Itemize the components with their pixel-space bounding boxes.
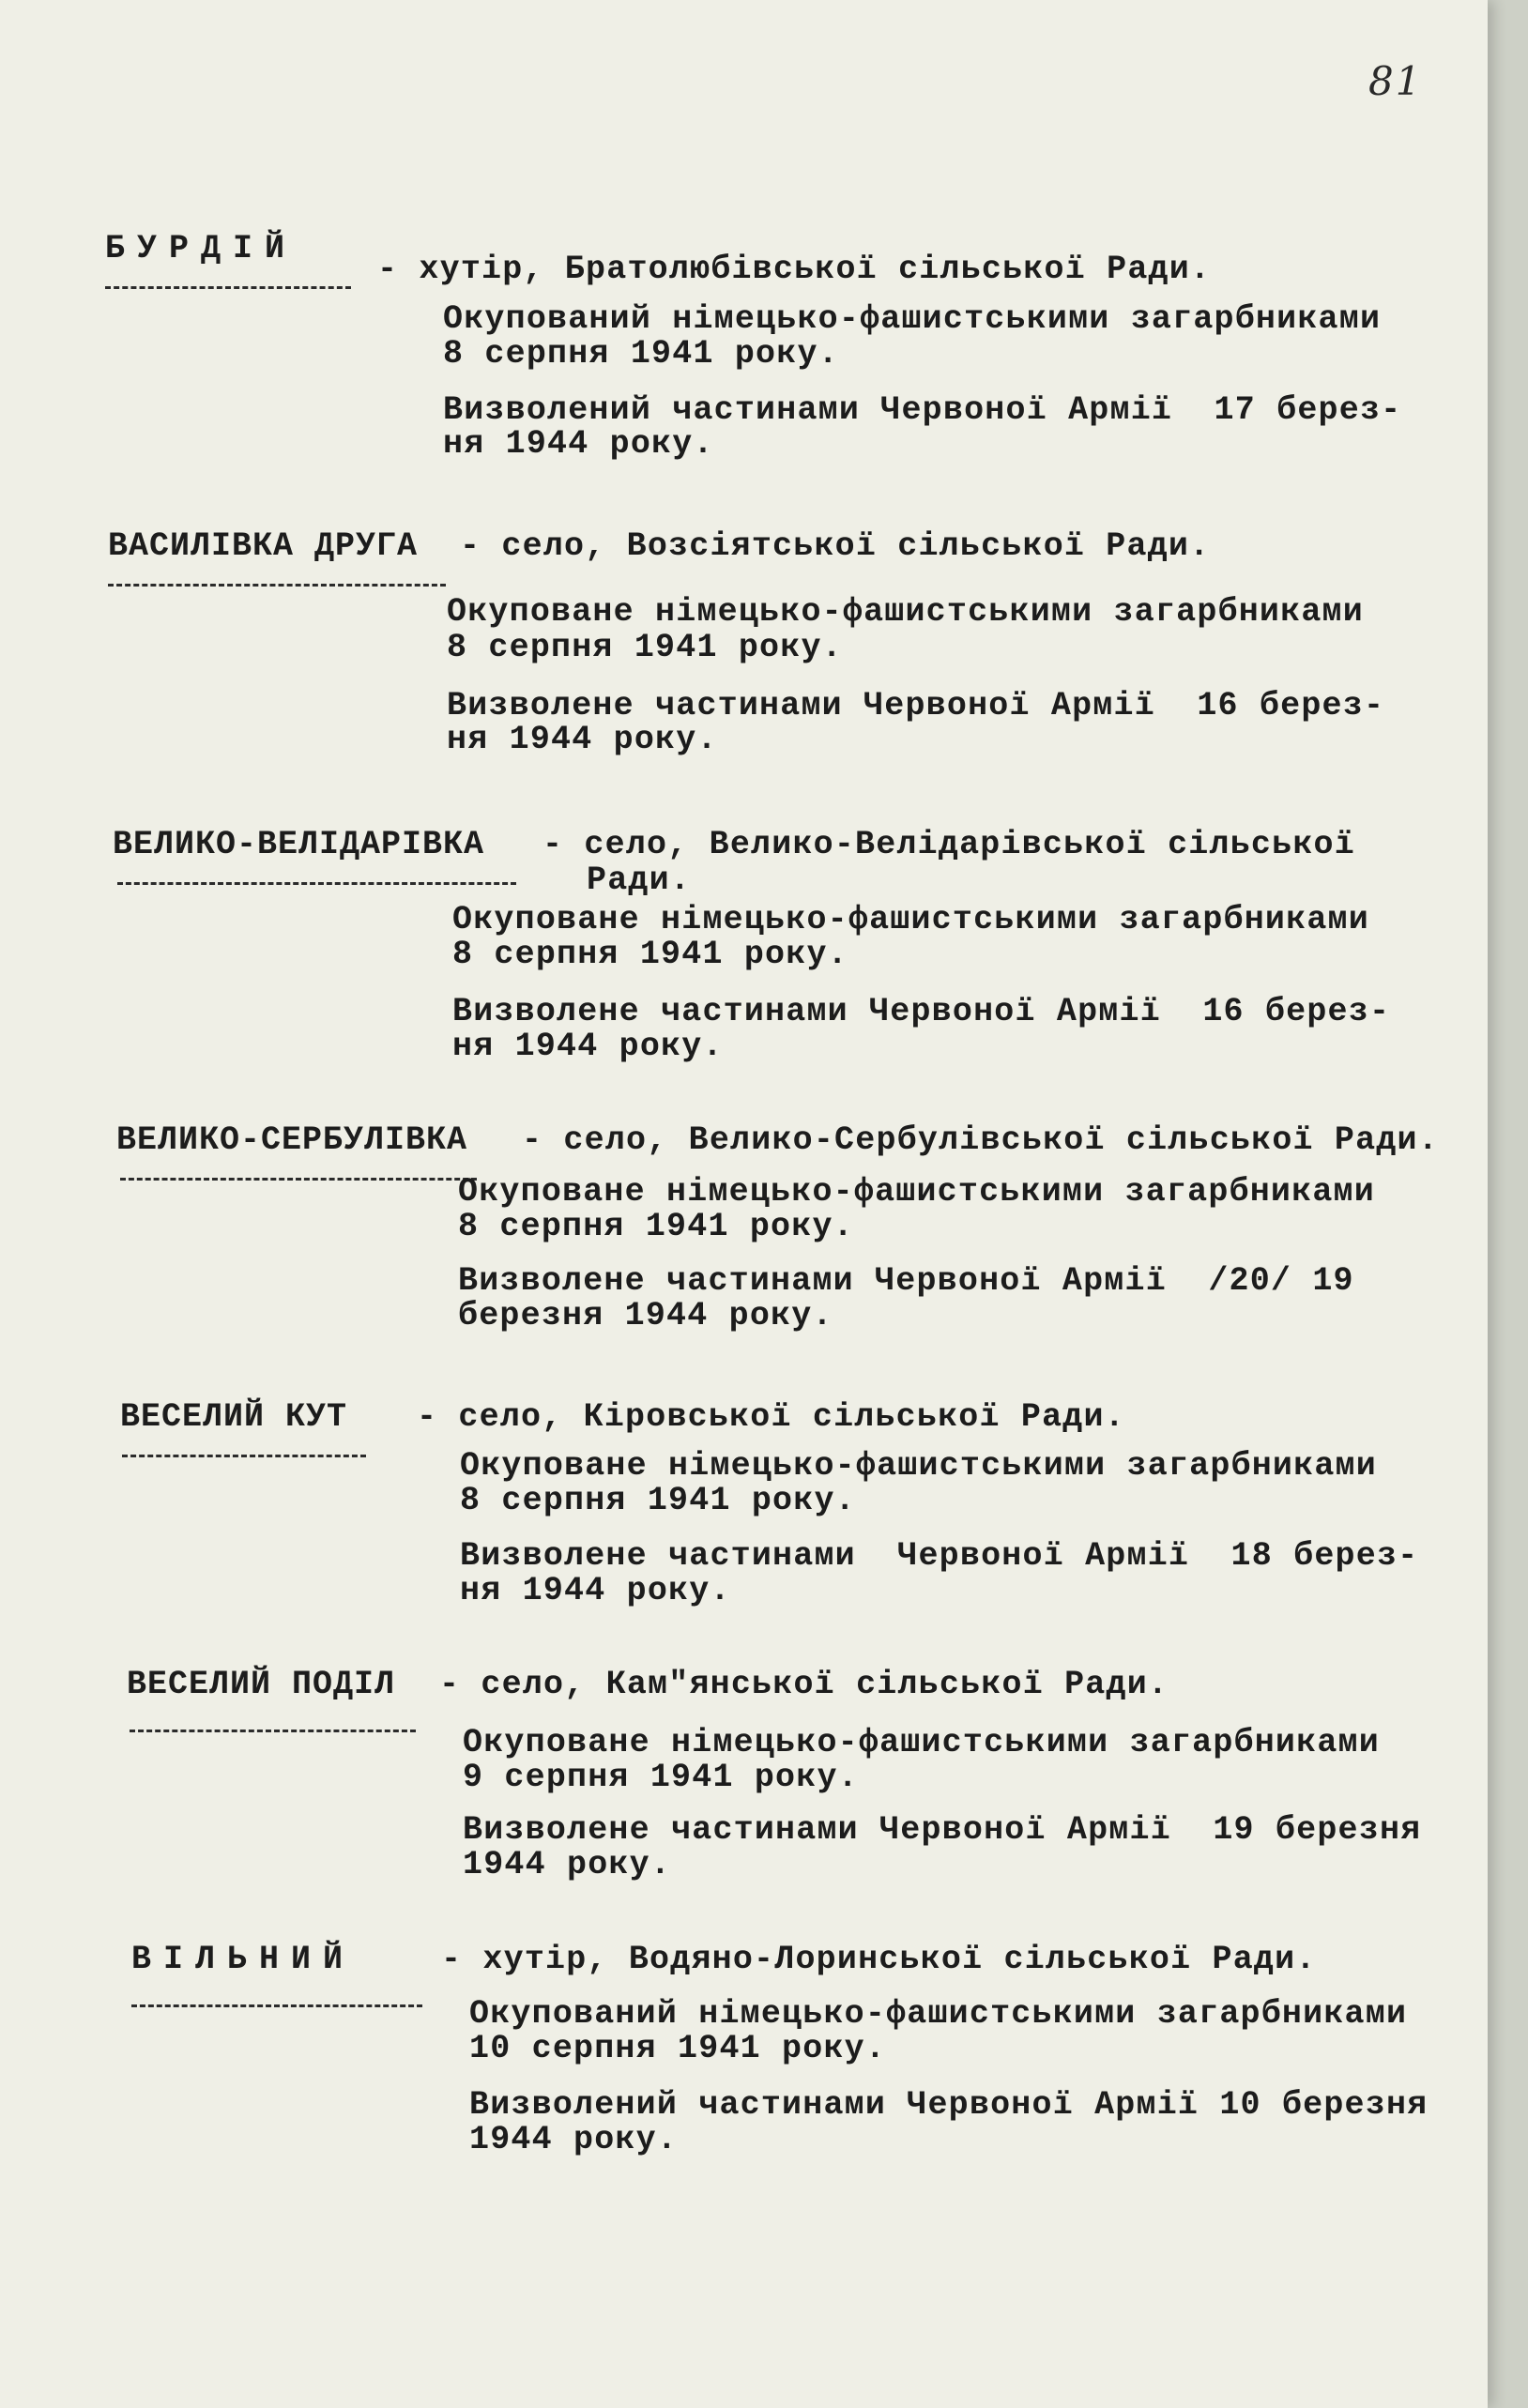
term-underline [130,1730,416,1732]
occupied-line-1: Окуповане німецько-фашистськими загарбниками [463,1724,1380,1761]
occupied-line-1: Окупований німецько-фашистськими загарбниками [469,1995,1408,2033]
occupied-line-1: Окуповане німецько-фашистськими загарбниками [452,901,1369,938]
liberated-line-1: Визволене частинами Червоної Армії 19 березня [463,1811,1422,1849]
liberated-line-1: Визволене частинами Червоної Армії 16 берез- [452,993,1391,1030]
liberated-line-2: 1944 року. [469,2121,679,2158]
entry-head: - село, Кіровської сільської Ради. [417,1398,1125,1436]
liberated-line-2: березня 1944 року. [458,1297,833,1334]
occupied-line-2: 8 серпня 1941 року. [452,936,848,973]
liberated-line-1: Визволене частинами Червоної Армії /20/ 19 [458,1262,1354,1300]
entry-head-continuation: Ради. [587,861,692,899]
entry-term: ВАСИЛІВКА ДРУГА [108,527,419,565]
entry-term: ВЕЛИКО-ВЕЛІДАРІВКА [113,826,485,863]
entry-head: - хутір, Водяно-Лоринської сільської Ради. [441,1941,1317,1978]
occupied-line-2: 8 серпня 1941 року. [443,335,839,373]
term-underline [105,286,351,289]
liberated-line-2: ня 1944 року. [460,1572,731,1609]
term-underline [122,1455,366,1457]
liberated-line-1: Визволений частинами Червоної Армії 10 березня [469,2086,1429,2124]
occupied-line-2: 9 серпня 1941 року. [463,1759,859,1796]
term-underline [117,882,516,885]
occupied-line-1: Окуповане німецько-фашистськими загарбниками [460,1447,1377,1485]
occupied-line-1: Окупований німецько-фашистськими загарбниками [443,300,1382,338]
term-underline [120,1178,477,1181]
entry-term: ВЕСЕЛИЙ КУТ [120,1398,348,1436]
term-underline [108,584,446,587]
occupied-line-2: 8 серпня 1941 року. [460,1482,856,1519]
entry-term: ВЕЛИКО-СЕРБУЛІВКА [116,1121,468,1159]
entry-term: ВЕСЕЛИЙ ПОДІЛ [127,1666,396,1703]
term-underline [131,2004,422,2007]
entry-head: - село, Велико-Сербулівської сільської Ради. [522,1121,1439,1159]
page-number: 81 [1368,58,1423,104]
occupied-line-2: 8 серпня 1941 року. [458,1208,854,1245]
entry-head: - село, Велико-Велідарівської сільської [542,826,1355,863]
entry-term: ВІЛЬНИЙ [131,1941,356,1978]
entry-head: - хутір, Братолюбівської сільської Ради. [377,251,1212,288]
liberated-line-2: 1944 року. [463,1846,672,1883]
entry-term: БУРДІЙ [105,230,298,267]
liberated-line-1: Визволене частинами Червоної Армії 18 берез- [460,1537,1419,1575]
liberated-line-2: ня 1944 року. [447,721,718,758]
occupied-line-2: 8 серпня 1941 року. [447,629,843,666]
liberated-line-1: Визволений частинами Червоної Армії 17 берез- [443,391,1402,429]
entry-head: - село, Возсіятської сільської Ради. [460,527,1211,565]
occupied-line-2: 10 серпня 1941 року. [469,2030,887,2067]
liberated-line-2: ня 1944 року. [452,1028,724,1065]
liberated-line-1: Визволене частинами Червоної Армії 16 берез- [447,687,1385,724]
occupied-line-1: Окуповане німецько-фашистськими загарбниками [458,1173,1375,1211]
liberated-line-2: ня 1944 року. [443,425,714,463]
occupied-line-1: Окуповане німецько-фашистськими загарбниками [447,593,1364,631]
entry-head: - село, Кам"янської сільської Ради. [439,1666,1169,1703]
